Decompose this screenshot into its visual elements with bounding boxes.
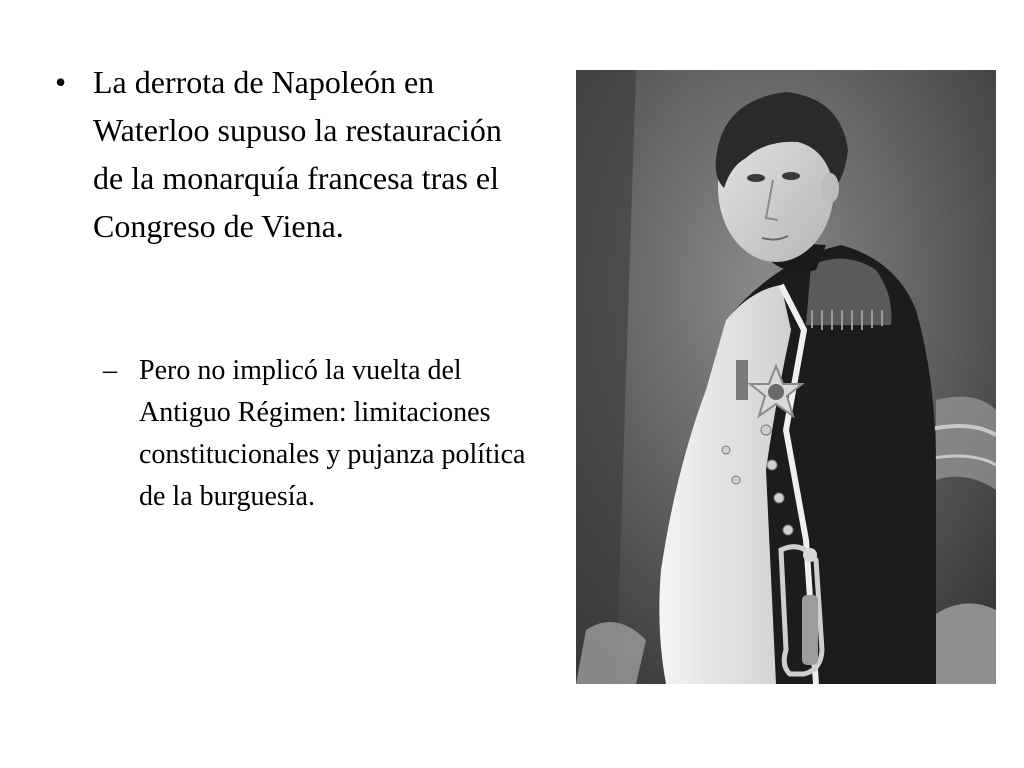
sub-bullet-text: Pero no implicó la vuelta del Antiguo Régimen: limitaciones constitucionales y pujanza política de la burguesía. [139, 355, 526, 512]
napoleon-portrait-image [576, 70, 996, 684]
bullet-item-level-2 [103, 350, 543, 518]
portrait-illustration [576, 70, 996, 684]
bullet-marker: • [55, 64, 67, 100]
bullet-item-level-1 [55, 58, 525, 250]
sub-bullet-marker: – [103, 355, 117, 386]
bullet-text: La derrota de Napoleón en Waterloo supuso la restauración de la monarquía francesa tras el Congreso de Viena. [93, 64, 502, 244]
